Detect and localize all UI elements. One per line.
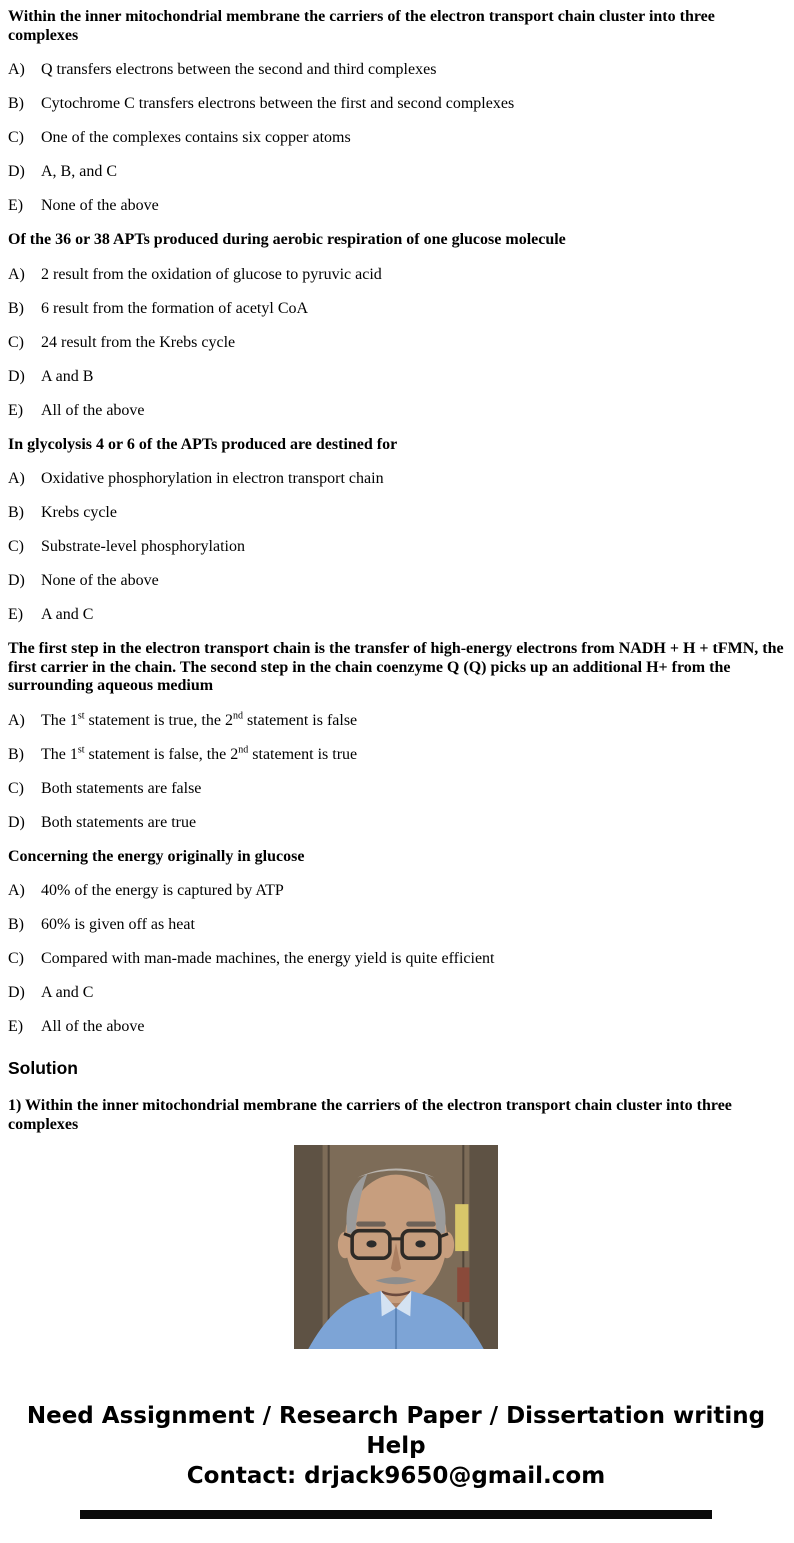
- question-block: [8, 8, 784, 215]
- option-text: 24 result from the Krebs cycle: [41, 333, 236, 351]
- option-letter: D): [8, 572, 25, 589]
- option-row: [8, 1017, 784, 1036]
- option-letter: D): [8, 813, 25, 831]
- question-block: [8, 640, 784, 832]
- option-letter: D): [8, 163, 25, 180]
- option-text: A and B: [41, 367, 94, 385]
- question-text: Of the 36 or 38 APTs produced during aerobic respiration of one glucose molecule: [8, 231, 566, 248]
- footer-help-text: Need Assignment / Research Paper / Dissertation writing Help: [26, 1403, 766, 1459]
- option-letter: C): [8, 779, 24, 797]
- option-text: 40% of the energy is captured by ATP: [41, 882, 284, 899]
- option-letter: B): [8, 504, 24, 521]
- option-text: The 1st statement is true, the 2nd statement is false: [41, 710, 358, 729]
- option-letter: A): [8, 470, 25, 487]
- option-row: [8, 299, 784, 318]
- avatar-wrap: [8, 1145, 784, 1349]
- solution-line-text: 1) Within the inner mitochondrial membrane the carriers of the electron transport chain cluster into three: [8, 1097, 732, 1114]
- option-letter: E): [8, 606, 24, 623]
- option-letter: E): [8, 197, 24, 214]
- option-text: A and C: [41, 984, 94, 1001]
- bottom-bar: [80, 1510, 712, 1519]
- option-row: [8, 881, 784, 900]
- questions-list: [8, 8, 784, 1036]
- option-letter: C): [8, 129, 24, 146]
- option-row: [8, 60, 784, 79]
- option-text: Compared with man-made machines, the energy yield is quite efficient: [41, 950, 495, 967]
- option-text: The 1st statement is false, the 2nd statement is true: [41, 744, 358, 763]
- option-row: [8, 401, 784, 420]
- option-letter: A): [8, 711, 25, 729]
- option-letter: D): [8, 984, 25, 1001]
- option-row: [8, 503, 784, 522]
- option-row: [8, 605, 784, 624]
- solution-first-line: [8, 1097, 784, 1134]
- solution-heading: Solution: [8, 1058, 78, 1078]
- option-row: [8, 196, 784, 215]
- option-row: [8, 94, 784, 113]
- question-block: [8, 436, 784, 625]
- solution-line-continuation-truncated: complexes: [8, 1115, 79, 1133]
- option-letter: C): [8, 950, 24, 967]
- question-text: In glycolysis 4 or 6 of the APTs produced are destined for: [8, 435, 398, 453]
- question-text: The first step in the electron transport chain is the transfer of high-energy electrons from NADH + H + tFMN, the first carrier in the chain. The second step in the chain coenzyme Q (Q) picks up an additional H+ from the surrounding aqueous medium: [8, 640, 784, 694]
- option-letter: B): [8, 299, 24, 317]
- option-row: [8, 265, 784, 284]
- option-letter: C): [8, 538, 24, 555]
- option-row: [8, 333, 784, 352]
- option-text: Both statements are true: [41, 813, 197, 831]
- option-text: All of the above: [41, 401, 145, 419]
- option-text: 2 result from the oxidation of glucose to pyruvic acid: [41, 265, 382, 283]
- footer-contact-text: Contact: drjack9650@gmail.com: [186, 1463, 606, 1489]
- option-row: [8, 367, 784, 386]
- question-block: [8, 231, 784, 420]
- option-row: [8, 745, 784, 764]
- option-text: All of the above: [41, 1018, 145, 1035]
- option-text: One of the complexes contains six copper atoms: [41, 129, 351, 146]
- question-text: Within the inner mitochondrial membrane the carriers of the electron transport chain cluster into three complexes: [8, 8, 715, 44]
- option-text: A and C: [41, 606, 94, 623]
- option-text: Oxidative phosphorylation in electron transport chain: [41, 470, 384, 487]
- option-row: [8, 537, 784, 556]
- option-text: 6 result from the formation of acetyl CoA: [41, 299, 309, 317]
- option-row: [8, 983, 784, 1002]
- option-text: A, B, and C: [41, 163, 117, 180]
- option-text: Krebs cycle: [41, 504, 117, 521]
- option-text: Cytochrome C transfers electrons between the first and second complexes: [41, 95, 515, 112]
- question-block: [8, 848, 784, 1037]
- option-letter: E): [8, 401, 24, 419]
- option-text: Both statements are false: [41, 779, 202, 797]
- option-row: [8, 162, 784, 181]
- option-letter: A): [8, 265, 25, 283]
- option-row: [8, 779, 784, 798]
- option-row: [8, 128, 784, 147]
- option-letter: B): [8, 916, 24, 933]
- option-letter: A): [8, 882, 25, 899]
- option-row: [8, 571, 784, 590]
- option-text: Substrate-level phosphorylation: [41, 538, 245, 555]
- option-letter: B): [8, 745, 24, 763]
- option-letter: C): [8, 333, 24, 351]
- option-letter: A): [8, 61, 25, 78]
- option-text: Q transfers electrons between the second and third complexes: [41, 61, 437, 78]
- option-row: [8, 711, 784, 730]
- avatar: [294, 1145, 498, 1349]
- option-letter: E): [8, 1018, 24, 1035]
- option-text: None of the above: [41, 572, 159, 589]
- option-row: [8, 949, 784, 968]
- footer: [8, 1401, 784, 1519]
- option-text: None of the above: [41, 197, 159, 214]
- option-row: [8, 915, 784, 934]
- option-letter: B): [8, 95, 24, 112]
- option-letter: D): [8, 367, 25, 385]
- solution-first-line-wrap: [8, 1097, 784, 1133]
- option-row: [8, 813, 784, 832]
- option-text: 60% is given off as heat: [41, 916, 195, 933]
- portrait-photo: [294, 1145, 498, 1349]
- option-row: [8, 469, 784, 488]
- question-text: Concerning the energy originally in glucose: [8, 847, 305, 865]
